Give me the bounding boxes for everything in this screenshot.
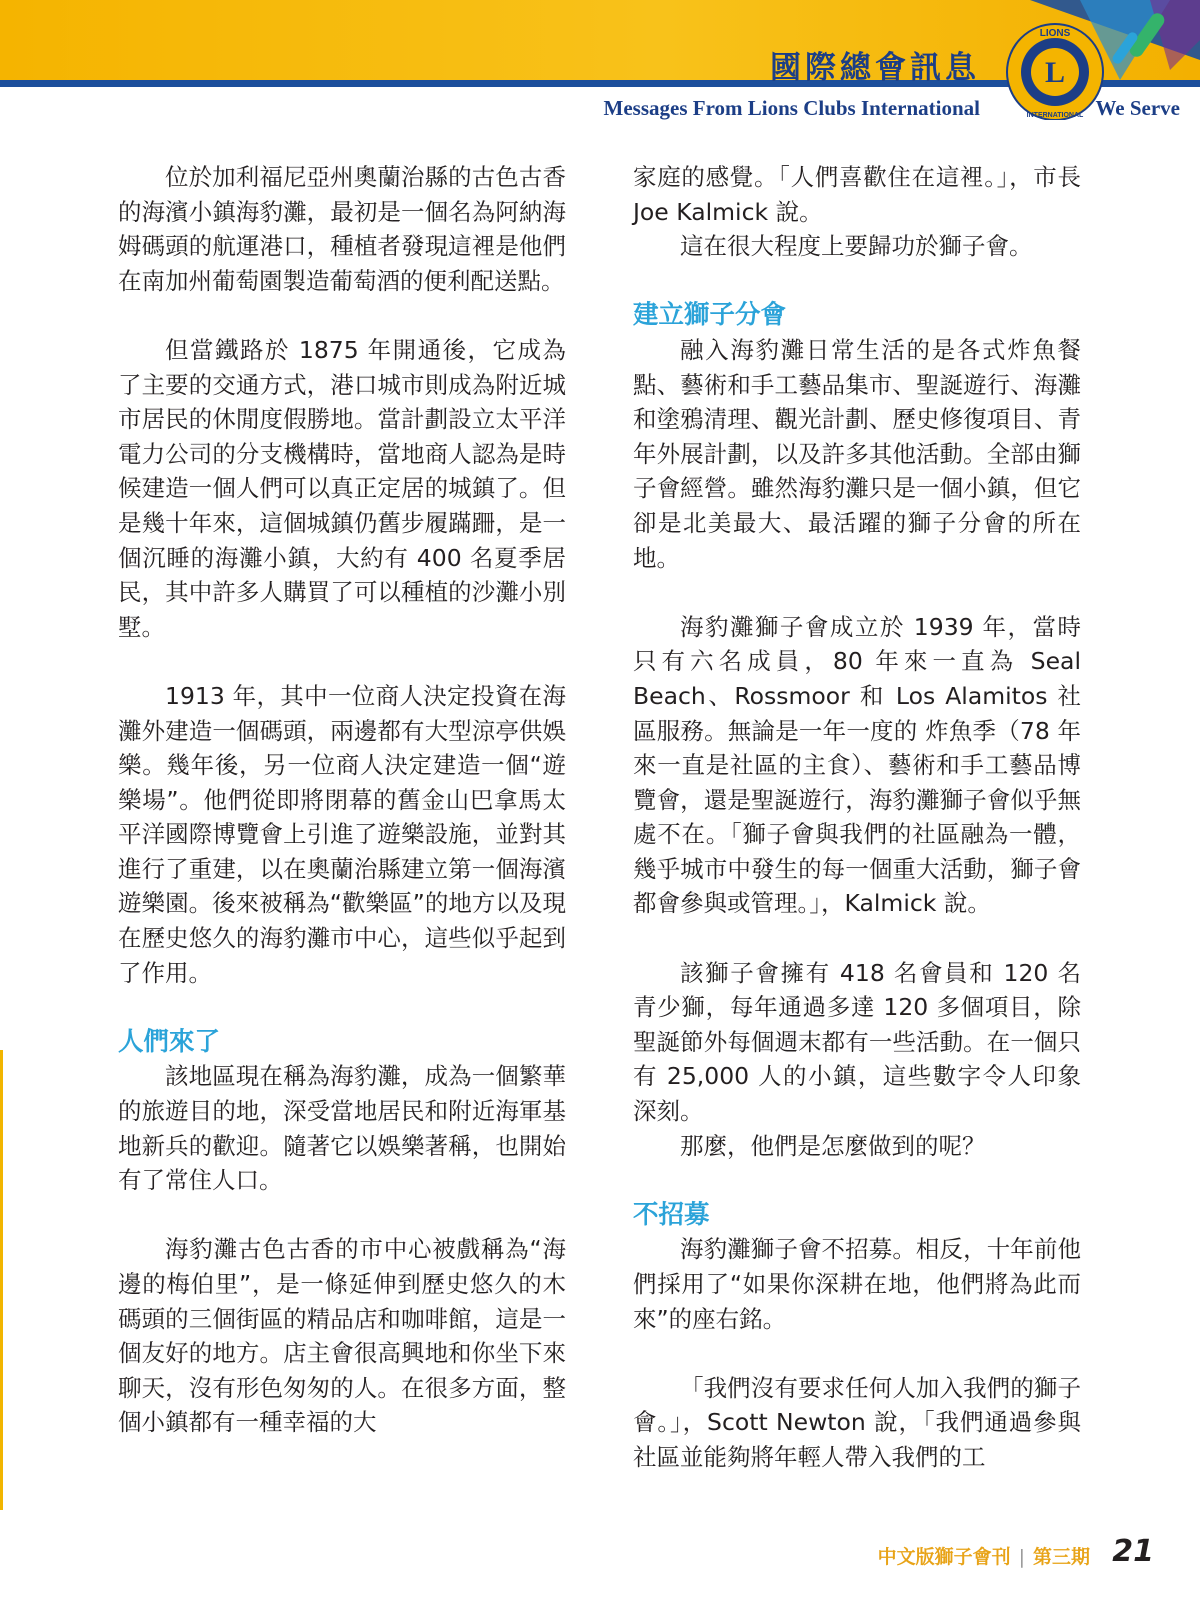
right-column <box>633 160 1081 1475</box>
margin-rule <box>0 1050 3 1510</box>
logo-letter: L <box>1044 56 1066 89</box>
header-subtitle: Messages From Lions Clubs International <box>603 96 980 120</box>
issue-label: 第三期 <box>1032 1546 1090 1568</box>
left-column <box>118 160 566 1440</box>
lions-logo-icon <box>1005 22 1105 120</box>
paragraph: 這在很大程度上要歸功於獅子會。 <box>680 232 1033 261</box>
logo-text-top: LIONS <box>1039 28 1071 39</box>
paragraph: 位於加利福尼亞州奧蘭治縣的古色古香的海濱小鎮海豹灘，最初是一個名為阿納海姆碼頭的航運港口，種植者發現這裡是他們在南加州葡萄園製造葡萄酒的便利配送點。 <box>118 163 566 295</box>
paragraph: 但當鐵路於 1875 年開通後，它成為了主要的交通方式，港口城市則成為附近城市居民的休閒度假勝地。當計劃設立太平洋電力公司的分支機構時，當地商人認為是時候建造一個人們可以真正定居的城鎮了。但是幾十年來，這個城鎮仍舊步履蹣跚，是一個沉睡的海灘小鎮，大約有 400 名夏季居民，其中許多人購買了可以種植的沙灘小別墅。 <box>118 335 566 641</box>
header-title: 國際總會訊息 <box>770 50 980 86</box>
publication-name: 中文版獅子會刊 <box>877 1546 1011 1568</box>
paragraph: 「我們沒有要求任何人加入我們的獅子會。」，Scott Newton 說，「我們通過參與社區並能夠將年輕人帶入我們的工 <box>633 1373 1081 1471</box>
footer-publication <box>878 1542 1090 1569</box>
page-number: 21 <box>1112 1534 1154 1569</box>
section-heading: 人們來了 <box>118 1026 221 1057</box>
section-heading: 建立獅子分會 <box>633 300 787 331</box>
paragraph: 海豹灘古色古香的市中心被戲稱為“海邊的梅伯里”，是一條延伸到歷史悠久的木碼頭的三個街區的精品店和咖啡館，這是一個友好的地方。店主會很高興地和你坐下來聊天，沒有形色匆匆的人。在很多方面，整個小鎮都有一種幸福的大 <box>118 1235 566 1437</box>
paragraph: 家庭的感覺。「人們喜歡住在這裡。」，市長 Joe Kalmick 說。 <box>633 163 1081 226</box>
paragraph: 1913 年，其中一位商人決定投資在海灘外建造一個碼頭，兩邊都有大型涼亭供娛樂。幾年後，另一位商人決定建造一個“遊樂場”。他們從即將閉幕的舊金山巴拿馬太平洋國際博覽會上引進了遊樂設施，並對其進行了重建，以在奧蘭治縣建立第一個海濱遊樂園。後來被稱為“歡樂區”的地方以及現在歷史悠久的海豹灘市中心，這些似乎起到了作用。 <box>118 681 566 987</box>
paragraph: 海豹灘獅子會成立於 1939 年，當時只有六名成員，80 年來一直為 Seal Beach、Rossmoor 和 Los Alamitos 社區服務。無論是一年一度的 炸魚季（78 年來一直是社區的主食）、藝術和手工藝品博覽會，還是聖誕遊行，海豹灘獅子會似乎無處不在。「獅子會與我們的社區融為一體，幾乎城市中發生的每一個重大活動，獅子會都會參與或管理。」，Kalmick 說。 <box>633 612 1081 918</box>
header-motto: We Serve <box>1095 96 1180 120</box>
logo-text-bottom: INTERNATIONAL <box>1026 112 1084 119</box>
paragraph: 海豹灘獅子會不招募。相反，十年前他們採用了“如果你深耕在地，他們將為此而來”的座右銘。 <box>633 1235 1081 1333</box>
paragraph: 融入海豹灘日常生活的是各式炸魚餐點、藝術和手工藝品集市、聖誕遊行、海灘和塗鴉清理、觀光計劃、歷史修復項目、青年外展計劃，以及許多其他活動。全部由獅子會經營。雖然海豹灘只是一個小鎮，但它卻是北美最大、最活躍的獅子分會的所在地。 <box>633 335 1081 572</box>
section-heading: 不招募 <box>633 1199 710 1230</box>
paragraph: 該獅子會擁有 418 名會員和 120 名青少獅，每年通過多達 120 多個項目，除聖誕節外每個週末都有一些活動。在一個只有 25,000 人的小鎮，這些數字令人印象深刻。 <box>633 958 1081 1126</box>
page-header <box>0 0 1200 120</box>
footer-separator: | <box>1018 1546 1025 1568</box>
paragraph: 那麼，他們是怎麼做到的呢？ <box>680 1131 986 1160</box>
paragraph: 該地區現在稱為海豹灘，成為一個繁華的旅遊目的地，深受當地居民和附近海軍基地新兵的歡迎。隨著它以娛樂著稱，也開始有了常住人口。 <box>118 1062 566 1195</box>
